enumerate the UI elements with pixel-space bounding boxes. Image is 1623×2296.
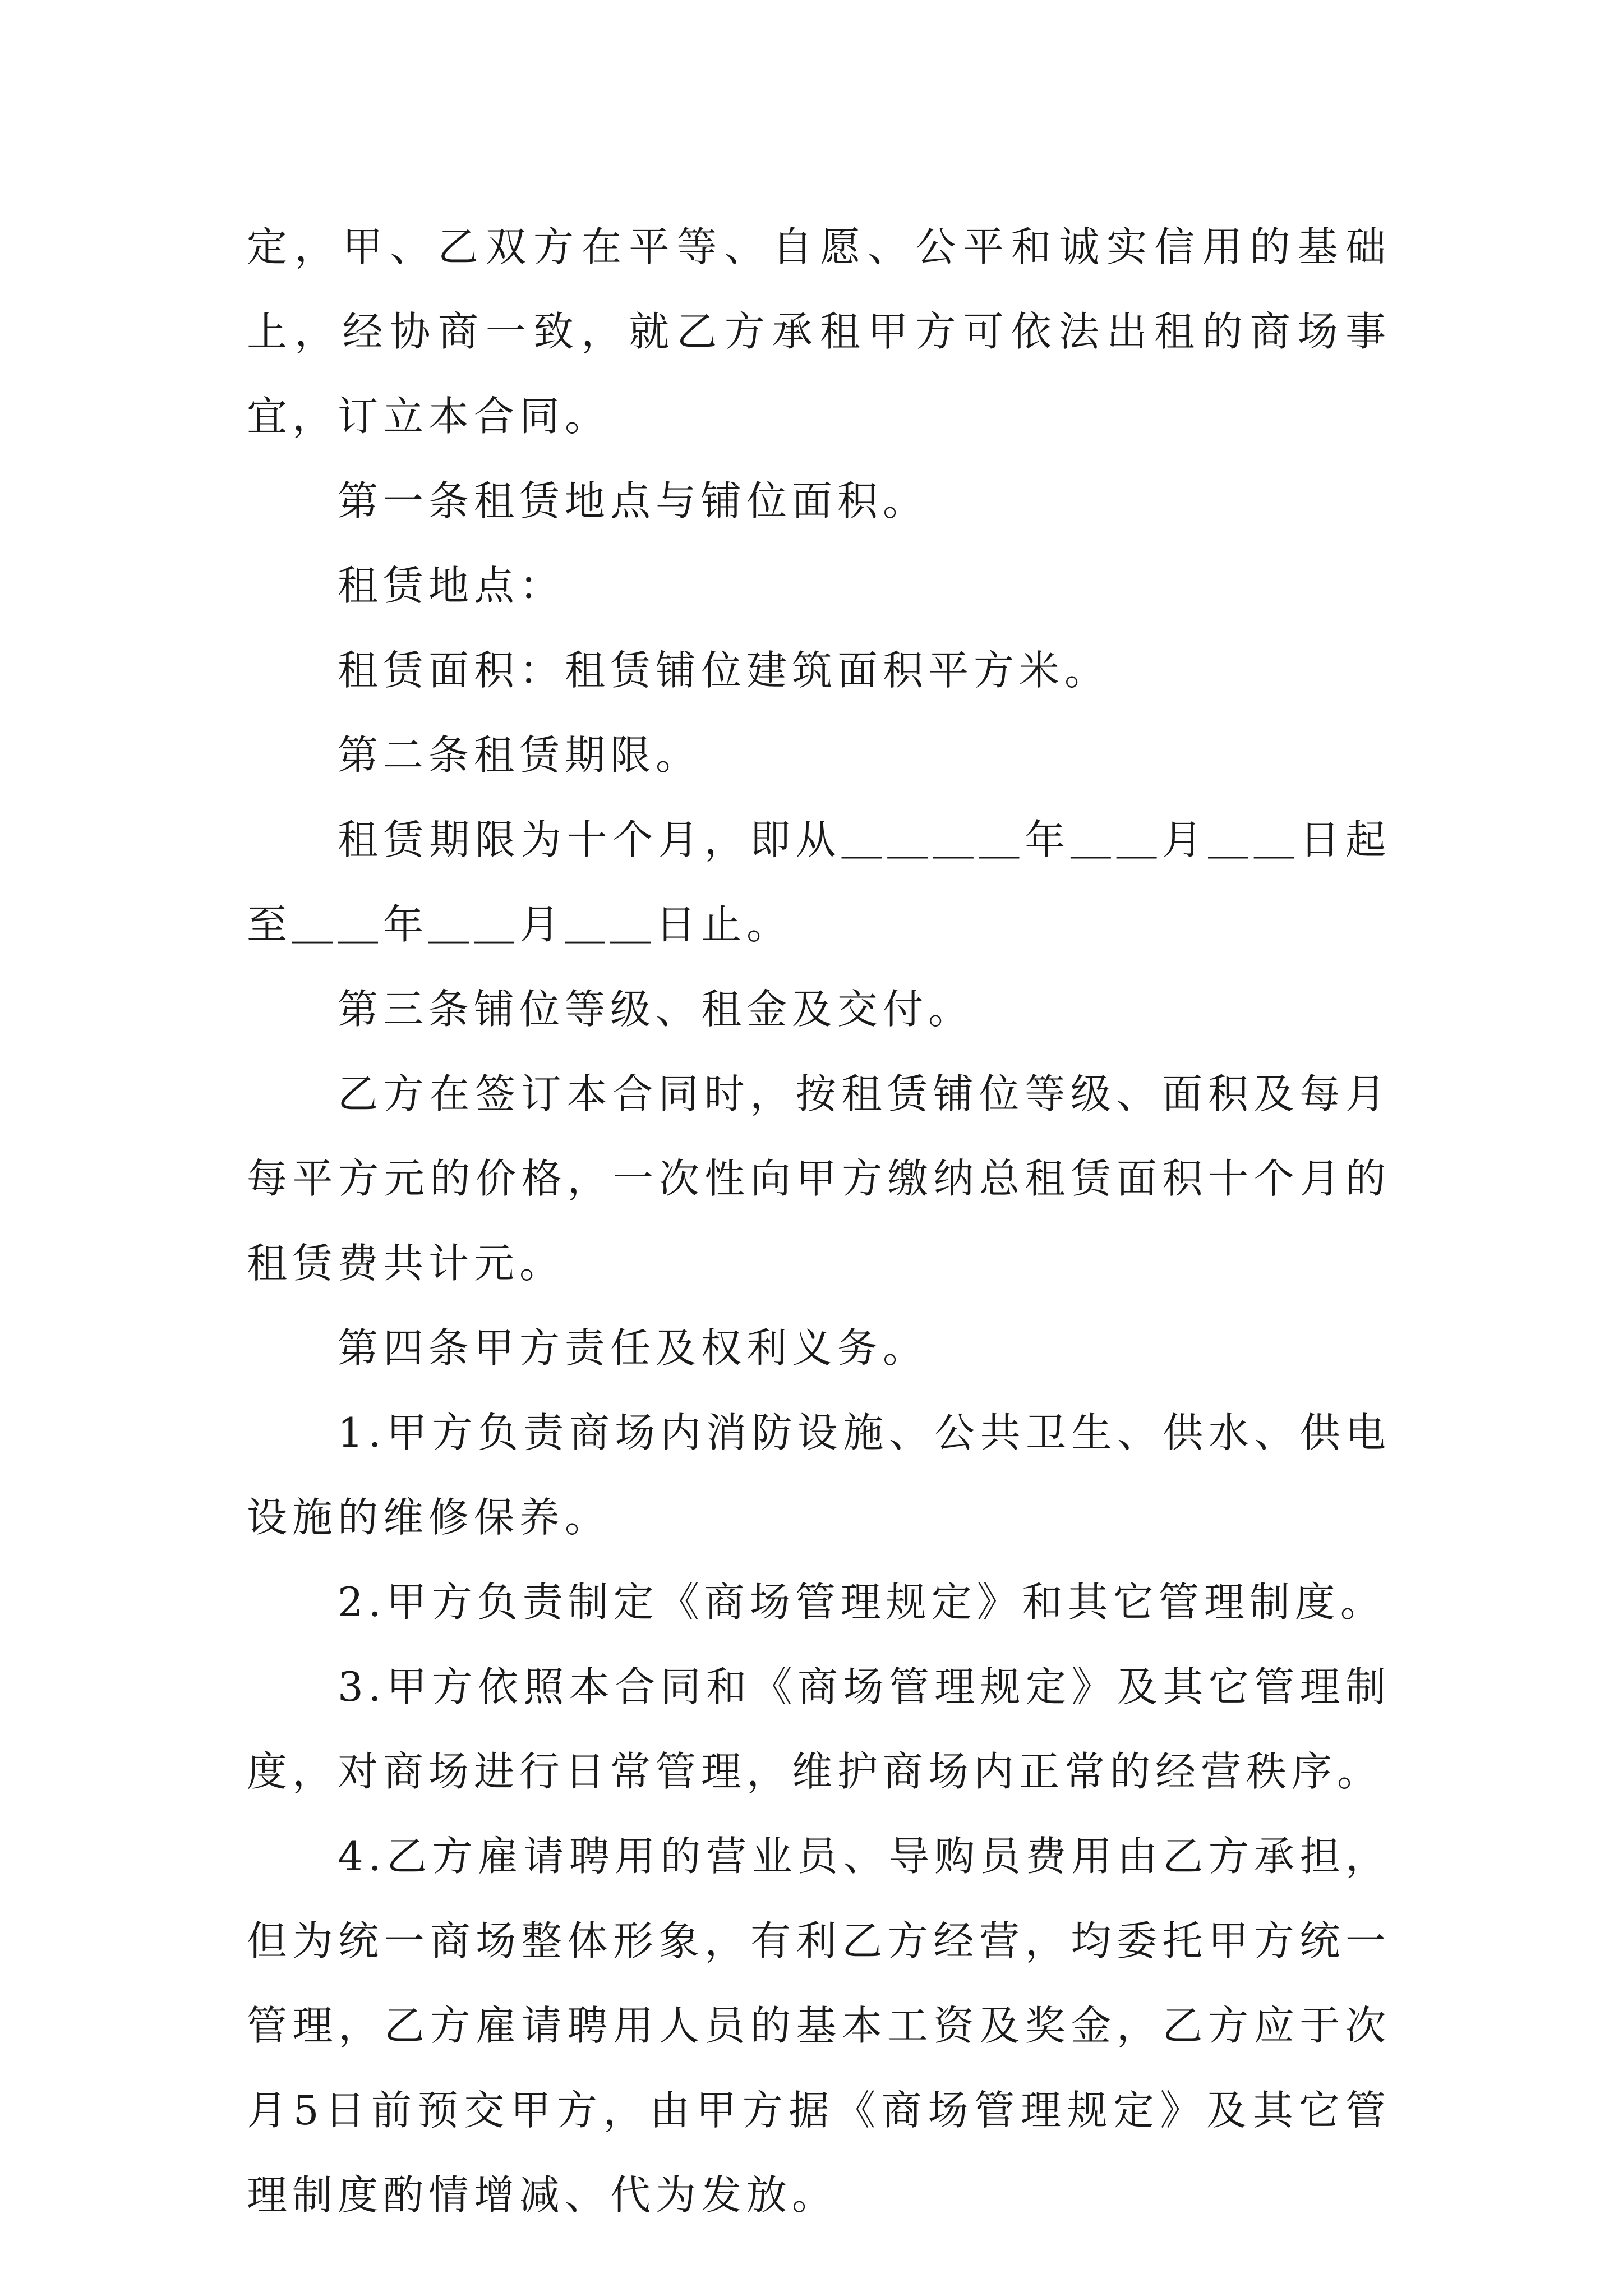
clause-1: 1.甲方负责商场内消防设施、公共卫生、供水、供电设施的维修保养。 — [247, 1409, 1391, 1541]
document-body — [247, 205, 1391, 2238]
article-4-heading: 第四条甲方责任及权利义务。 — [338, 1324, 929, 1372]
article-2-heading: 第二条租赁期限。 — [338, 731, 702, 779]
lease-term: 租赁期限为十个月，即从＿＿＿＿年＿＿月＿＿日起至＿＿年＿＿月＿＿日止。 — [247, 816, 1391, 948]
lease-location: 租赁地点： — [338, 562, 565, 609]
clause-2: 2.甲方负责制定《商场管理规定》和其它管理制度。 — [338, 1579, 1386, 1626]
lease-area: 租赁面积：租赁铺位建筑面积平方米。 — [338, 647, 1110, 694]
clause-3: 3.甲方依照本合同和《商场管理规定》及其它管理制度，对商场进行日常管理，维护商场内正常的经营秩序。 — [247, 1663, 1391, 1795]
paragraph-preamble: 定，甲、乙双方在平等、自愿、公平和诚实信用的基础上，经协商一致，就乙方承租甲方可依法出租的商场事宜，订立本合同。 — [247, 223, 1391, 440]
article-3-heading: 第三条铺位等级、租金及交付。 — [338, 986, 974, 1033]
article-1-heading: 第一条租赁地点与铺位面积。 — [338, 477, 929, 524]
clause-4: 4.乙方雇请聘用的营业员、导购员费用由乙方承担，但为统一商场整体形象，有利乙方经营，均委托甲方统一管理，乙方雇请聘用人员的基本工资及奖金，乙方应于次月5日前预交甲方，由甲方据《商场管理规定》及其它管理制度酌情增减、代为发放。 — [247, 1833, 1391, 2219]
rent-payment: 乙方在签订本合同时，按租赁铺位等级、面积及每月每平方元的价格，一次性向甲方缴纳总租赁面积十个月的租赁费共计元。 — [247, 1070, 1391, 1287]
